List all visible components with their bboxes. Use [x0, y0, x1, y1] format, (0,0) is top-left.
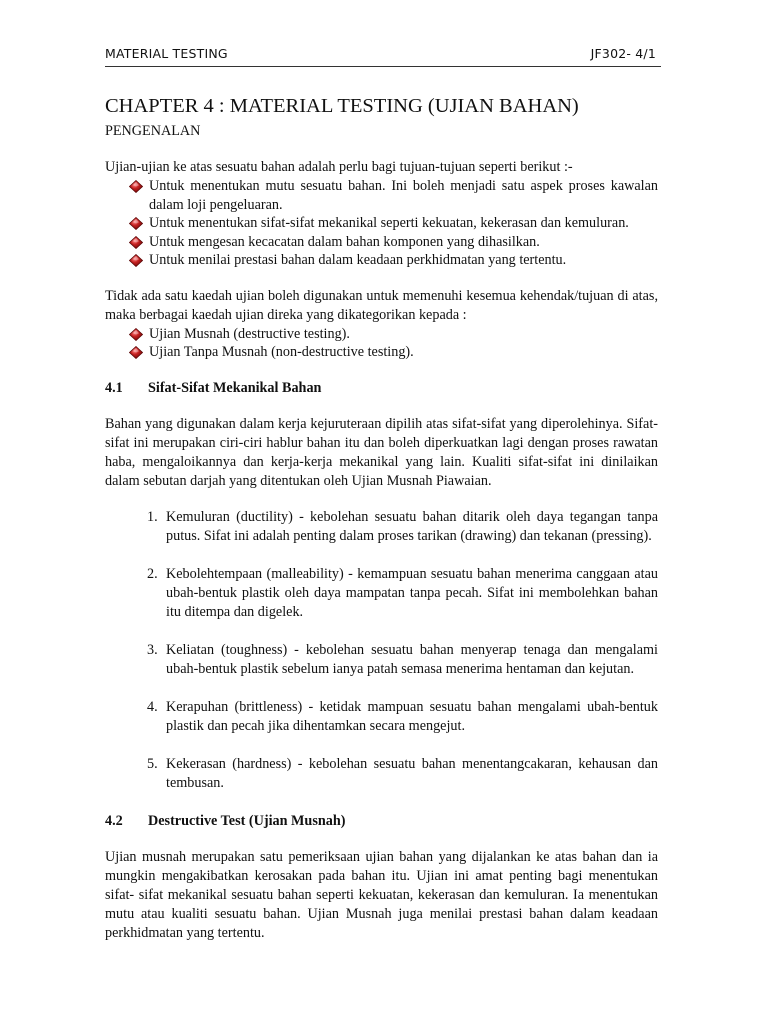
- list-item: [129, 343, 658, 362]
- red-diamond-bullet-icon: [129, 180, 143, 193]
- list-item: [147, 755, 658, 793]
- bullet-text: Untuk mengesan kecacatan dalam bahan komponen yang dihasilkan.: [149, 233, 540, 250]
- list-item: [129, 233, 658, 252]
- item-number: 1.: [147, 508, 158, 525]
- section-title: Sifat-Sifat Mekanikal Bahan: [148, 379, 322, 396]
- list-item: [147, 641, 658, 679]
- list-item: [129, 251, 658, 270]
- section-2-paragraph: Ujian musnah merupakan satu pemeriksaan ujian bahan yang dijalankan ke atas bahan dan ia mungkin mengakibatkan kerosakan pada bahan itu. Ujian ini amat penting bagi menentukan sifat- sifat mekanikal sesuatu bahan seperti kekuatan, kekerasan dan kemuluran. Ia menentukan mutu atau kualiti sesuatu bahan. Ujian Musnah juga menilai prestasi bahan dalam keadaan perkhidmatan yang tertentu.: [105, 848, 658, 941]
- bullet-text: Ujian Musnah (destructive testing).: [149, 325, 350, 342]
- list-item: [147, 565, 658, 622]
- intro-bullet-list: [129, 177, 658, 270]
- bullet-text: Untuk menentukan sifat-sifat mekanikal seperti kekuatan, kekerasan dan kemuluran.: [149, 215, 629, 231]
- red-diamond-bullet-icon: [129, 346, 143, 359]
- item-text: Kekerasan (hardness) - kebolehan sesuatu bahan menentangcakaran, kehausan dan tembusan.: [166, 755, 658, 791]
- red-diamond-bullet-icon: [129, 254, 143, 267]
- mechanical-properties-list: [147, 508, 658, 793]
- bullet-text: Untuk menentukan mutu sesuatu bahan. Ini boleh menjadi satu aspek proses kawalan dalam loji pengeluaran.: [149, 178, 658, 213]
- section-1-paragraph: Bahan yang digunakan dalam kerja kejuruteraan dipilih atas sifat-sifat yang diperolehinya. Sifat-sifat ini merupakan ciri-ciri hablur bahan itu dan boleh diperkuatkan lagi dengan proses rawatan haba, mengaloikannya dan kerja-kerja mekanikal yang lain. Kualiti sifat-sifat ini dinilaikan dalam sebutan darjah yang ditentukan oleh Ujian Musnah Piawaian.: [105, 415, 658, 489]
- red-diamond-bullet-icon: [129, 217, 143, 230]
- list-item: [129, 177, 658, 214]
- item-text: Kebolehtempaan (malleability) - kemampuan sesuatu bahan menerima canggaan atau ubah-bentuk plastik oleh daya mampatan tanpa pecah. Sifat ini membolehkan bahan itu ditempa dan digelek.: [166, 565, 658, 620]
- page-content: [105, 94, 658, 943]
- item-number: 4.: [147, 698, 158, 715]
- red-diamond-bullet-icon: [129, 328, 143, 341]
- item-number: 3.: [147, 641, 158, 658]
- section-number: 4.2: [105, 812, 123, 829]
- item-text: Kerapuhan (brittleness) - ketidak mampuan sesuatu bahan mengalami ubah-bentuk plastik dan pecah jika dihentamkan secara mengejut.: [166, 698, 658, 734]
- section-heading-4-1: [105, 379, 658, 398]
- header-rule: [105, 66, 661, 67]
- running-header: [105, 46, 656, 61]
- section-heading-4-2: [105, 812, 658, 831]
- list-item: [147, 698, 658, 736]
- intro-paragraph: Ujian-ujian ke atas sesuatu bahan adalah perlu bagi tujuan-tujuan seperti berikut :-: [105, 159, 573, 175]
- chapter-subtitle: PENGENALAN: [105, 123, 201, 139]
- header-right: JF302- 4/1: [590, 46, 656, 61]
- methods-bullet-list: [129, 325, 658, 362]
- section-number: 4.1: [105, 379, 123, 396]
- red-diamond-bullet-icon: [129, 236, 143, 249]
- header-left: MATERIAL TESTING: [105, 46, 228, 61]
- list-item: [147, 508, 658, 546]
- item-text: Kemuluran (ductility) - kebolehan sesuatu bahan ditarik oleh daya tegangan tanpa putus. Sifat ini adalah penting dalam proses tarikan (drawing) dan tekanan (pressing).: [166, 508, 658, 544]
- methods-paragraph: Tidak ada satu kaedah ujian boleh digunakan untuk memenuhi kesemua kehendak/tujuan di atas, maka berbagai kaedah ujian direka yang dikategorikan kepada :: [105, 287, 658, 323]
- bullet-text: Untuk menilai prestasi bahan dalam keadaan perkhidmatan yang tertentu.: [149, 252, 567, 268]
- item-number: 2.: [147, 565, 158, 582]
- chapter-title: CHAPTER 4 : MATERIAL TESTING (UJIAN BAHAN): [105, 95, 579, 117]
- item-text: Keliatan (toughness) - kebolehan sesuatu bahan menyerap tenaga dan mengalami ubah-bentuk plastik sebelum ianya patah semasa menerima hentaman dan kejutan.: [166, 641, 658, 677]
- list-item: [129, 325, 658, 344]
- list-item: [129, 214, 658, 233]
- bullet-text: Ujian Tanpa Musnah (non-destructive testing).: [149, 344, 414, 360]
- item-number: 5.: [147, 755, 158, 772]
- section-title: Destructive Test (Ujian Musnah): [148, 812, 346, 829]
